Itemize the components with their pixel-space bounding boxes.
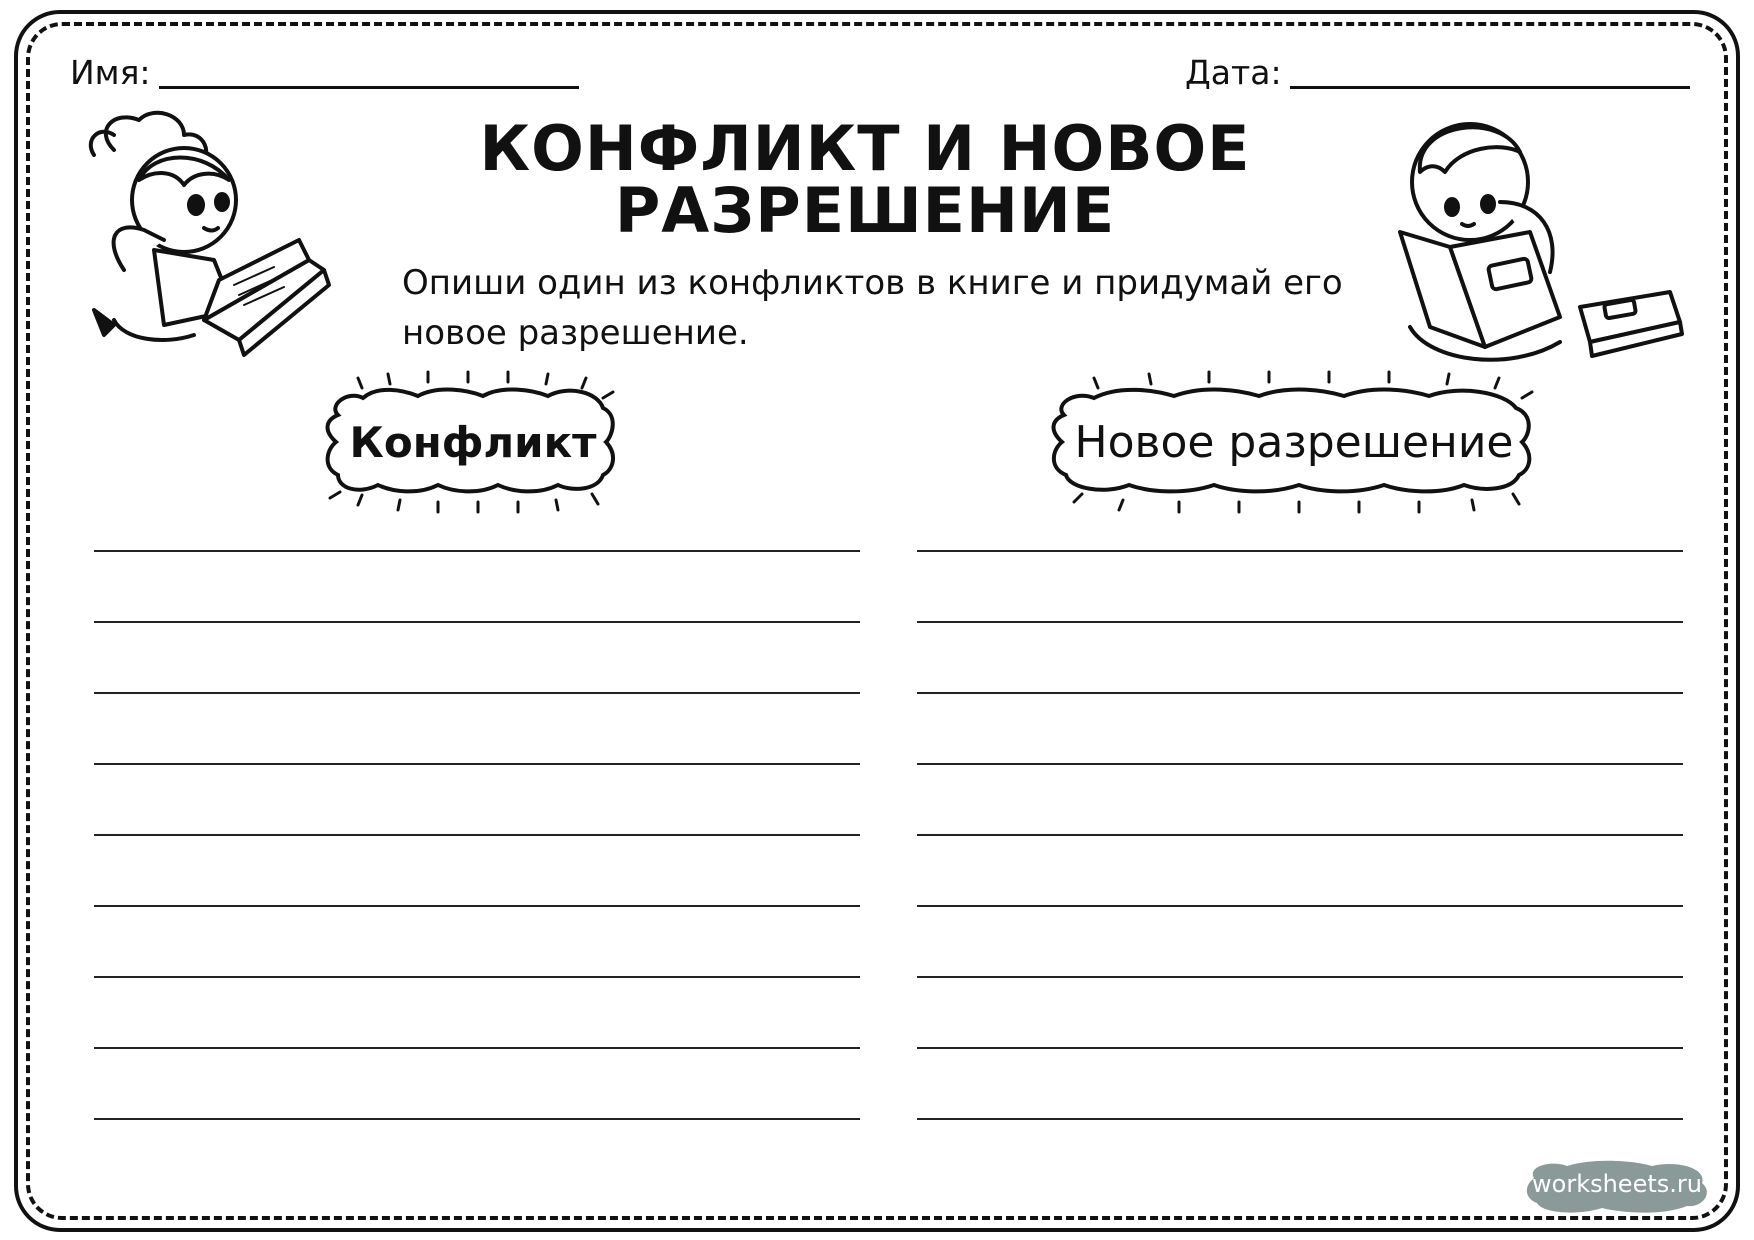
writing-line[interactable] bbox=[917, 763, 1683, 765]
date-field bbox=[1185, 53, 1690, 92]
name-input-line[interactable] bbox=[159, 58, 579, 89]
name-label: Имя: bbox=[70, 53, 151, 92]
resolution-label: Новое разрешение bbox=[1074, 417, 1514, 468]
page-title: КОНФЛИКТ И НОВОЕ РАЗРЕШЕНИЕ bbox=[479, 112, 1251, 247]
boy-reading-book-icon bbox=[1390, 112, 1690, 382]
writing-line[interactable] bbox=[917, 1118, 1683, 1120]
instruction-text bbox=[402, 258, 1402, 358]
writing-line[interactable] bbox=[94, 692, 860, 694]
girl-reading-book-icon bbox=[84, 110, 334, 380]
writing-line[interactable] bbox=[917, 834, 1683, 836]
writing-line[interactable] bbox=[94, 1118, 860, 1120]
name-field bbox=[70, 53, 579, 92]
resolution-writing-area[interactable] bbox=[917, 550, 1683, 1189]
conflict-badge bbox=[318, 370, 628, 515]
conflict-writing-area[interactable] bbox=[94, 550, 860, 1189]
instruction-line-2: новое разрешение. bbox=[402, 313, 749, 353]
worksheets-logo bbox=[1522, 1158, 1712, 1216]
writing-line[interactable] bbox=[917, 621, 1683, 623]
writing-line[interactable] bbox=[94, 834, 860, 836]
writing-line[interactable] bbox=[94, 621, 860, 623]
writing-line[interactable] bbox=[917, 692, 1683, 694]
conflict-label: Конфликт bbox=[349, 418, 597, 467]
writing-line[interactable] bbox=[94, 763, 860, 765]
writing-line[interactable] bbox=[917, 550, 1683, 552]
logo-text: worksheets.ru bbox=[1532, 1170, 1702, 1198]
writing-line[interactable] bbox=[94, 976, 860, 978]
writing-line[interactable] bbox=[94, 905, 860, 907]
date-label: Дата: bbox=[1185, 53, 1282, 92]
resolution-badge bbox=[1044, 370, 1544, 515]
writing-line[interactable] bbox=[917, 976, 1683, 978]
writing-line[interactable] bbox=[917, 1047, 1683, 1049]
writing-line[interactable] bbox=[94, 550, 860, 552]
date-input-line[interactable] bbox=[1290, 58, 1690, 89]
instruction-line-1: Опиши один из конфликтов в книге и придумай его bbox=[402, 263, 1343, 303]
writing-line[interactable] bbox=[917, 905, 1683, 907]
writing-line[interactable] bbox=[94, 1047, 860, 1049]
